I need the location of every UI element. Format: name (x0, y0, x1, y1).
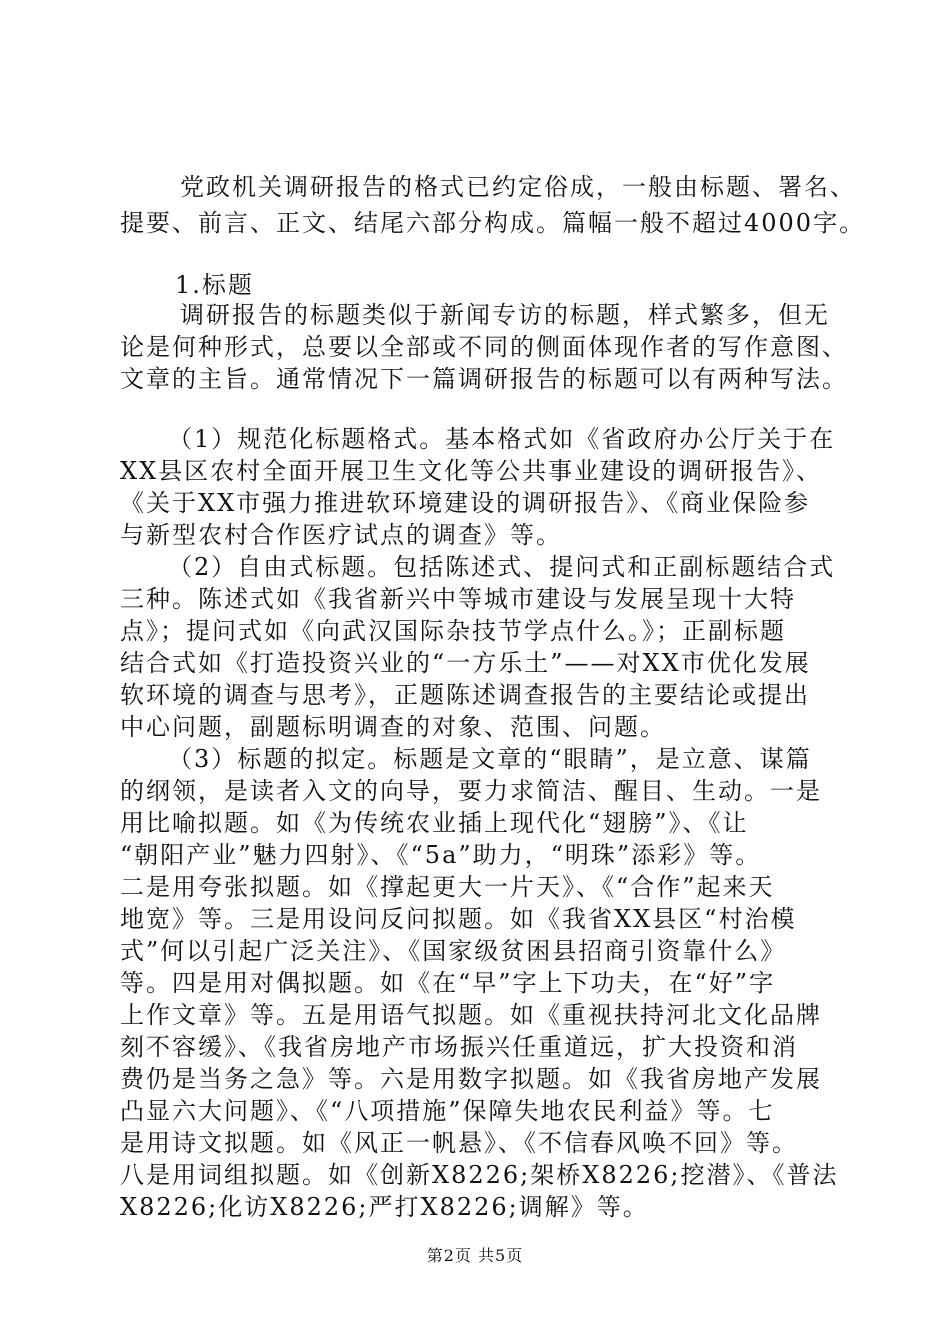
paragraph-line: 地宽》等。三是用设问反问拟题。如《我省XX县区“村治模 (120, 905, 797, 933)
paragraph-line: 调研报告的标题类似于新闻专访的标题，样式繁多，但无 (180, 301, 830, 329)
paragraph-line: X8226;化访X8226;严打X8226;调解》等。 (120, 1193, 649, 1221)
paragraph-line: 刻不容缓》、《我省房地产市场振兴任重道远，扩大投资和消 (120, 1033, 798, 1061)
paragraph-line: 结合式如《打造投资兴业的“一方乐土”——对XX市优化发展 (120, 649, 811, 677)
paragraph-line: （1）规范化标题格式。基本格式如《省政府办公厅关于在 (168, 425, 836, 453)
paragraph-line: XX县区农村全面开展卫生文化等公共事业建设的调研报告》、 (120, 457, 823, 485)
paragraph-line: 文章的主旨。通常情况下一篇调研报告的标题可以有两种写法。 (120, 365, 848, 393)
paragraph-line: 八是用词组拟题。如《创新X8226;架桥X8226;挖潜》、《普法 (120, 1161, 839, 1189)
paragraph-line: 点》；提问式如《向武汉国际杂技节学点什么。》；正副标题 (120, 617, 786, 645)
section-heading: 1.标题 (175, 271, 254, 299)
paragraph-line: 用比喻拟题。如《为传统农业插上现代化“翅膀”》、《让 (120, 809, 749, 837)
paragraph-line: 党政机关调研报告的格式已约定俗成，一般由标题、署名、 (180, 173, 856, 201)
paragraph-line: “朝阳产业”魅力四射》、《“5a”助力，“明珠”添彩》等。 (120, 841, 762, 869)
paragraph-line: 提要、前言、正文、结尾六部分构成。篇幅一般不超过4000字。 (120, 209, 866, 237)
paragraph-line: 上作文章》等。五是用语气拟题。如《重视扶持河北文化品牌 (120, 1001, 822, 1029)
paragraph-line: 等。四是用对偶拟题。如《在“早”字上下功夫，在“好”字 (120, 969, 776, 997)
paragraph-line: 式”何以引起广泛关注》、《国家级贫困县招商引资靠什么》 (120, 937, 787, 965)
paragraph-line: （3）标题的拟定。标题是文章的“眼睛”，是立意、谋篇 (168, 745, 812, 773)
paragraph-line: 的纲领，是读者入文的向导，要力求简洁、醒目、生动。一是 (120, 777, 822, 805)
paragraph-line: （2）自由式标题。包括陈述式、提问式和正副标题结合式 (168, 553, 836, 581)
paragraph-line: 软环境的调查与思考》，正题陈述调查报告的主要结论或提出 (120, 681, 810, 709)
paragraph-line: 二是用夸张拟题。如《撑起更大一片天》、《“合作”起来天 (120, 873, 775, 901)
paragraph-line: 是用诗文拟题。如《风正一帆悬》、《不信春风唤不回》等。 (120, 1129, 798, 1157)
paragraph-line: 《关于XX市强力推进软环境建设的调研报告》、《商业保险参 (120, 489, 811, 517)
page-number-footer: 第2页 共5页 (426, 1246, 524, 1265)
paragraph-line: 凸显六大问题》、《“八项措施”保障失地农民利益》等。七 (120, 1097, 775, 1125)
paragraph-line: 与新型农村合作医疗试点的调查》等。 (120, 521, 562, 549)
paragraph-line: 三种。陈述式如《我省新兴中等城市建设与发展呈现十大特 (120, 585, 796, 613)
paragraph-line: 中心问题，副题标明调查的对象、范围、问题。 (120, 713, 666, 741)
paragraph-line: 论是何种形式，总要以全部或不同的侧面体现作者的写作意图、 (120, 333, 848, 361)
paragraph-line: 费仍是当务之急》等。六是用数字拟题。如《我省房地产发展 (120, 1065, 822, 1093)
